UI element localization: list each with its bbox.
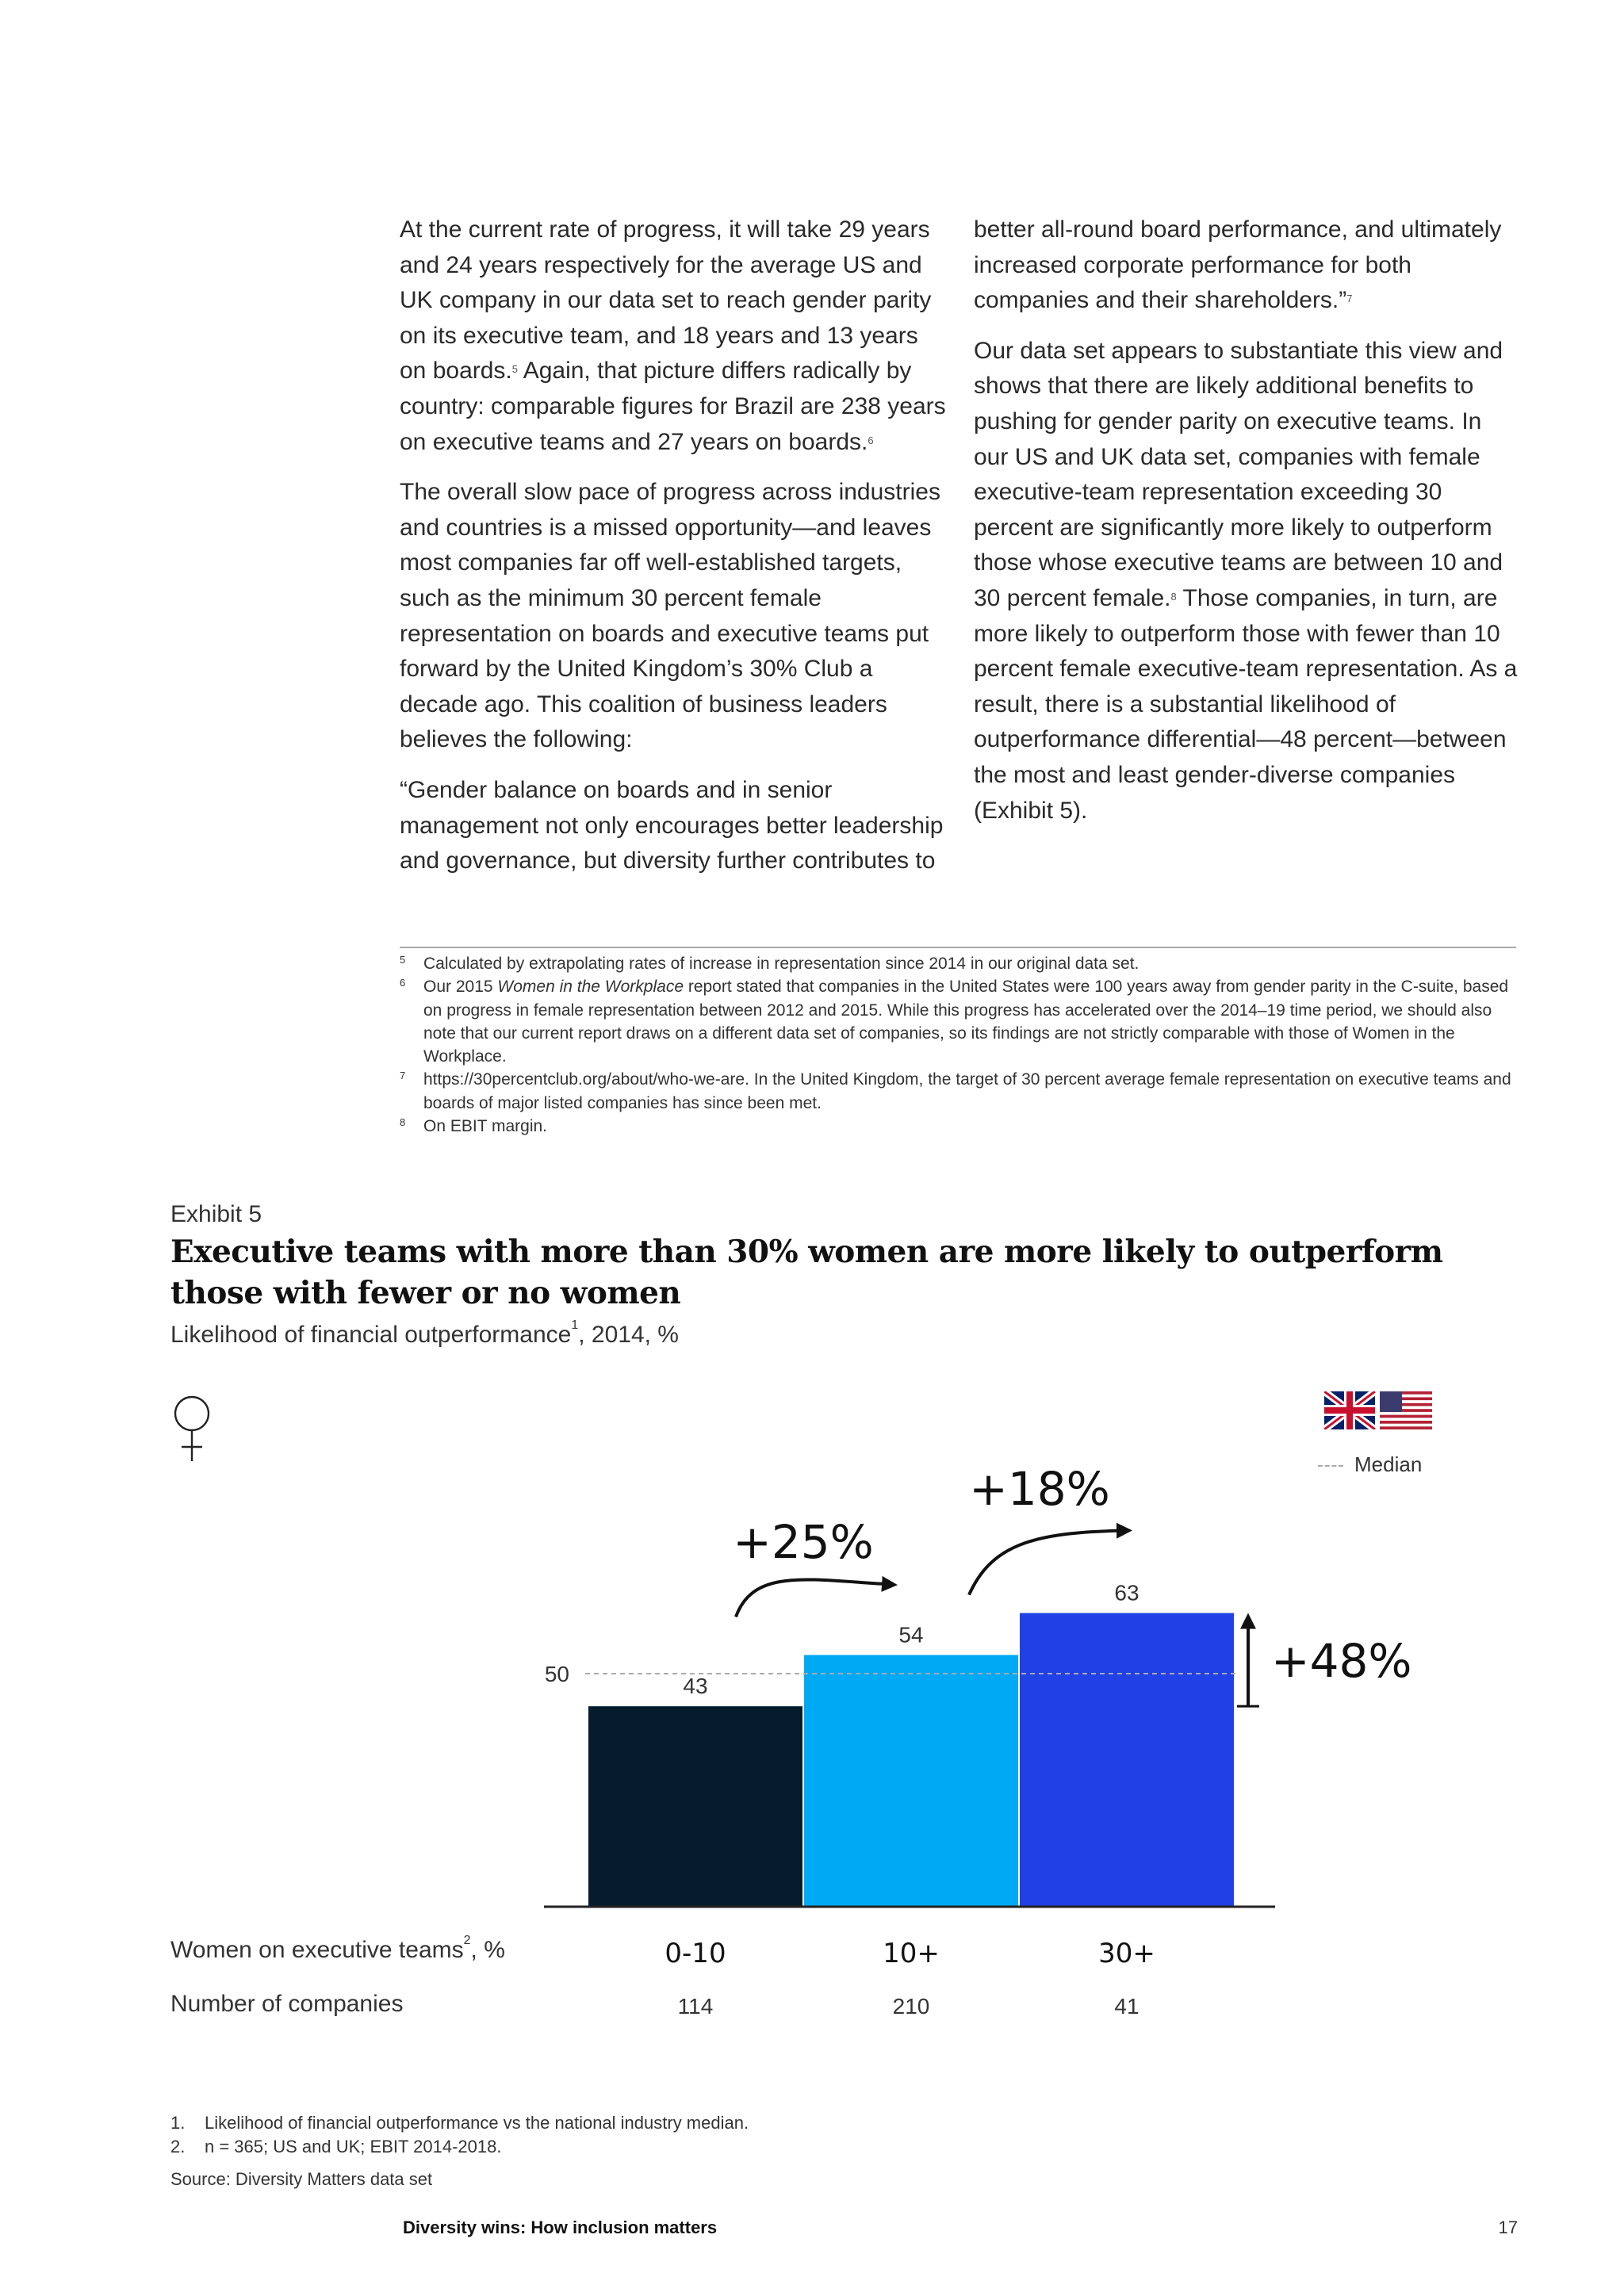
footnote-number: 6 xyxy=(400,977,406,989)
paragraph-text: Again, that picture differs radically by country: comparable figures for Brazil are 238 years on executive teams and 27 years on boards. xyxy=(400,358,946,455)
bar-value-label: 63 xyxy=(1114,1580,1139,1605)
exhibit-subtitle: Likelihood of financial outperformance$^1$, 2014, % xyxy=(170,1318,679,1348)
footer-title: Diversity wins: How inclusion matters xyxy=(403,2218,718,2237)
footnote-number: 7 xyxy=(400,1070,406,1082)
company-count: 114 xyxy=(677,1994,714,2019)
body-paragraph: “Gender balance on boards and in senior management not only encourages better leadership and governance, but diversity further contributes to xyxy=(400,776,944,874)
paragraph-text: Our data set appears to substantiate this view and shows that there are likely additional benefits to pushing for gender parity on executive teams. In our US and UK data set, companies with female executive-team representation exceeding 30 percent are significantly more likely to outperform those whose executive teams are between 10 and 30 percent female. xyxy=(974,337,1503,611)
chart-note: 2. n = 365; US and UK; EBIT 2014-2018. xyxy=(170,2137,502,2156)
chart-notes xyxy=(170,2111,749,2159)
chart-source: Source: Diversity Matters data set xyxy=(170,2169,433,2189)
row-label-women: Women on executive teams$^2$, % xyxy=(170,1934,505,1963)
median-value-label: 50 xyxy=(544,1662,569,1686)
bar-10+ xyxy=(804,1655,1018,1907)
body-paragraph: The overall slow pace of progress across industries and countries is a missed opportunity—and leaves most companies far off well-established targets, such as the minimum 30 percent female representation on boards and executive teams put forward by the United Kingdom’s 30% Club a decade ago. This coalition of business leaders believes the following: xyxy=(400,479,940,753)
footnote-number: 5 xyxy=(400,954,406,966)
footnote-title: Women in the Workplace xyxy=(497,978,684,997)
bar-30+ xyxy=(1020,1613,1234,1907)
footnote: 7 https://30percentclub.org/about/who-we-are. In the United Kingdom, the target of 30 percent average female representation on executive teams and boards of major listed companies has since been met. xyxy=(400,1068,1518,1115)
page-number: 17 xyxy=(1498,2218,1518,2237)
footnote-ref: 7 xyxy=(1346,293,1353,305)
category-label: 10+ xyxy=(883,1938,940,1969)
annotation-growth-2: +18% xyxy=(969,1462,1110,1516)
paragraph-text: At the current rate of progress, it will take 29 years and 24 years respectively for the average US and UK company in our data set to reach gender parity on its executive team, and 18 years and 13 years on boards. xyxy=(400,216,932,385)
footnote-ref: 8 xyxy=(1170,590,1177,603)
footnote: 6 Our 2015 Women in the Workplace report stated that companies in the United States were 100 years away from gender parity in the C-suite, based on progress in female representation between 2012 and 2015. While this progress has accelerated over the 2014–19 time period, we should also note that our current report draws on a different data set of companies, so its findings are not strictly comparable with those of Women in the Workplace. xyxy=(400,975,1518,1068)
median-legend-label: Median xyxy=(1354,1452,1423,1476)
footnote: 5 Calculated by extrapolating rates of increase in representation since 2014 in our original data set. xyxy=(400,952,1518,975)
exhibit-label: Exhibit 5 xyxy=(170,1201,262,1227)
annotation-difference: +48% xyxy=(1271,1634,1412,1688)
footnote: 8 On EBIT margin. xyxy=(400,1115,1518,1138)
footnote-number: 8 xyxy=(400,1116,406,1129)
paragraph-text: Those companies, in turn, are more likely to outperform those with fewer than 10 percent female executive-team representation. As a result, there is a substantial likelihood of outperformance differential—48 percent—between the most and least gender-diverse companies (Exhibit 5). xyxy=(974,584,1518,824)
category-label: 30+ xyxy=(1098,1938,1155,1969)
annotation-growth-1: +25% xyxy=(733,1515,874,1569)
footnote-ref: 5 xyxy=(511,363,519,376)
exhibit-title: Executive teams with more than 30% women are more likely to outperform those with fewer or no women xyxy=(170,1234,1443,1311)
row-label-companies: Number of companies xyxy=(170,1991,404,2017)
paragraph-text: better all-round board performance, and ultimately increased corporate performance for both companies and their shareholders.” xyxy=(974,216,1502,314)
company-count: 41 xyxy=(1114,1994,1139,2019)
chart-note: 1. Likelihood of financial outperformance vs the national industry median. xyxy=(170,2113,749,2133)
company-count: 210 xyxy=(892,1994,930,2019)
bar-value-label: 43 xyxy=(683,1674,708,1699)
bar-0-10 xyxy=(588,1706,802,1907)
bar-value-label: 54 xyxy=(898,1622,924,1647)
growth-arrow xyxy=(736,1579,890,1617)
footnote-ref: 6 xyxy=(868,434,874,446)
category-label: 0-10 xyxy=(665,1938,726,1969)
growth-arrow xyxy=(969,1531,1124,1595)
